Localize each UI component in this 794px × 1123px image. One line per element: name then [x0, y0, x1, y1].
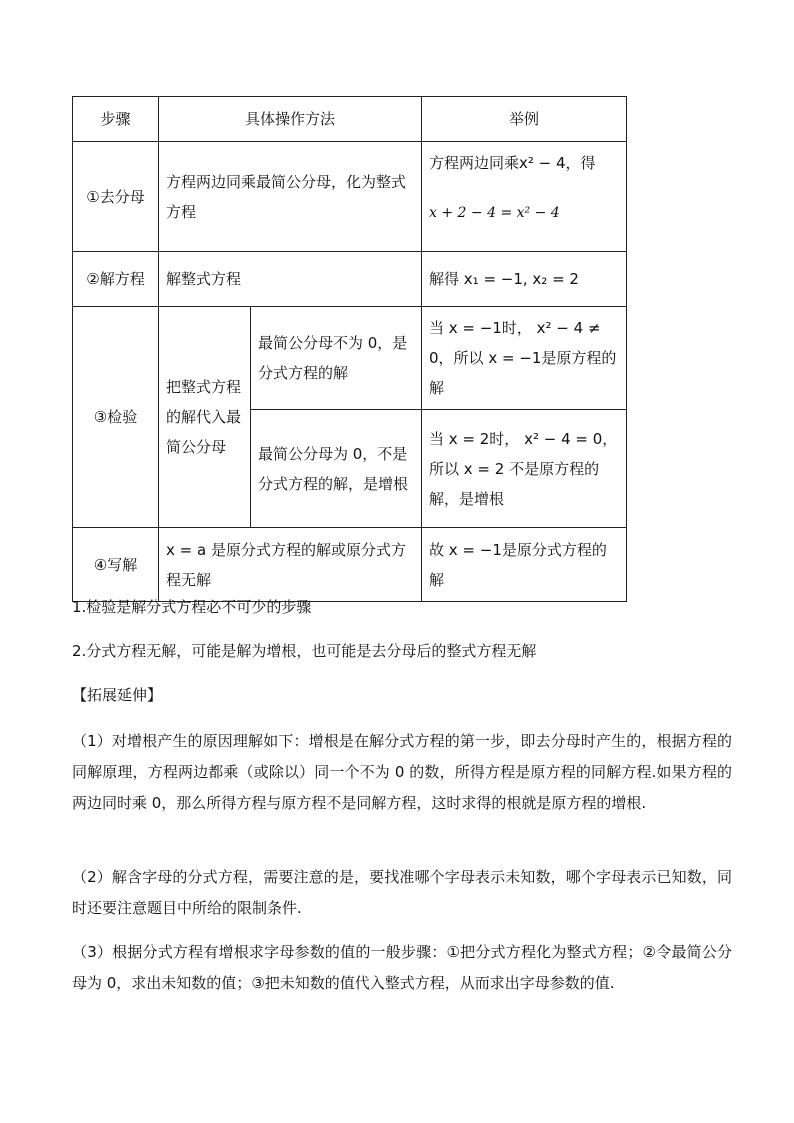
steps-table — [72, 96, 627, 602]
paragraph-2: （2）解含字母的分式方程，需要注意的是，要找准哪个字母表示未知数，哪个字母表示已知数，同时还要注意题目中所给的限制条件. — [72, 868, 732, 917]
table-row — [73, 142, 627, 252]
example-cell: 解得 x₁ = −1, x₂ = 2 — [422, 252, 627, 307]
step-cell: ③检验 — [73, 307, 159, 528]
paragraph-3: （3）根据分式方程有增根求字母参数的值的一般步骤：①把分式方程化为整式方程；②令最简公分母为 0，求出未知数的值；③把未知数的值代入整式方程，从而求出字母参数的值. — [72, 943, 732, 992]
table-header-row — [73, 97, 627, 142]
example-line: 方程两边同乘x² − 4，得 — [429, 154, 596, 172]
method-cell: 方程两边同乘最简公分母，化为整式方程 — [159, 142, 422, 252]
table-row — [73, 252, 627, 307]
condition-cell: 最简公分母为 0，不是分式方程的解，是增根 — [251, 410, 422, 528]
note-1: 1.检验是解分式方程必不可少的步骤 — [72, 598, 312, 616]
example-cell — [422, 142, 627, 252]
example-cell: 当 x = −1时， x² − 4 ≠ 0，所以 x = −1是原方程的解 — [422, 307, 627, 410]
equation-line: x + 2 − 4 = x² − 4 — [429, 205, 560, 221]
header-method: 具体操作方法 — [159, 97, 422, 142]
example-cell: 故 x = −1是原分式方程的解 — [422, 528, 627, 602]
header-example: 举例 — [422, 97, 627, 142]
example-cell: 当 x = 2时， x² − 4 = 0， 所以 x = 2 不是原方程的解，是增根 — [422, 410, 627, 528]
header-step: 步骤 — [73, 97, 159, 142]
method-cell: 把整式方程的解代入最简公分母 — [159, 307, 251, 528]
step-cell: ①去分母 — [73, 142, 159, 252]
method-cell: x = a 是原分式方程的解或原分式方程无解 — [159, 528, 422, 602]
step-cell: ②解方程 — [73, 252, 159, 307]
note-2: 2.分式方程无解，可能是解为增根，也可能是去分母后的整式方程无解 — [72, 642, 537, 660]
section-title: 【拓展延伸】 — [72, 686, 163, 704]
method-cell: 解整式方程 — [159, 252, 422, 307]
paragraph-1: （1）对增根产生的原因理解如下：增根是在解分式方程的第一步，即去分母时产生的，根据方程的同解原理，方程两边都乘（或除以）同一个不为 0 的数，所得方程是原方程的同解方程.如果方程的两边同时乘 0，那么所得方程与原方程不是同解方程，这时求得的根就是原方程的增根. — [72, 732, 732, 812]
table-row — [73, 307, 627, 410]
step-cell: ④写解 — [73, 528, 159, 602]
condition-cell: 最简公分母不为 0，是分式方程的解 — [251, 307, 422, 410]
table-row — [73, 528, 627, 602]
